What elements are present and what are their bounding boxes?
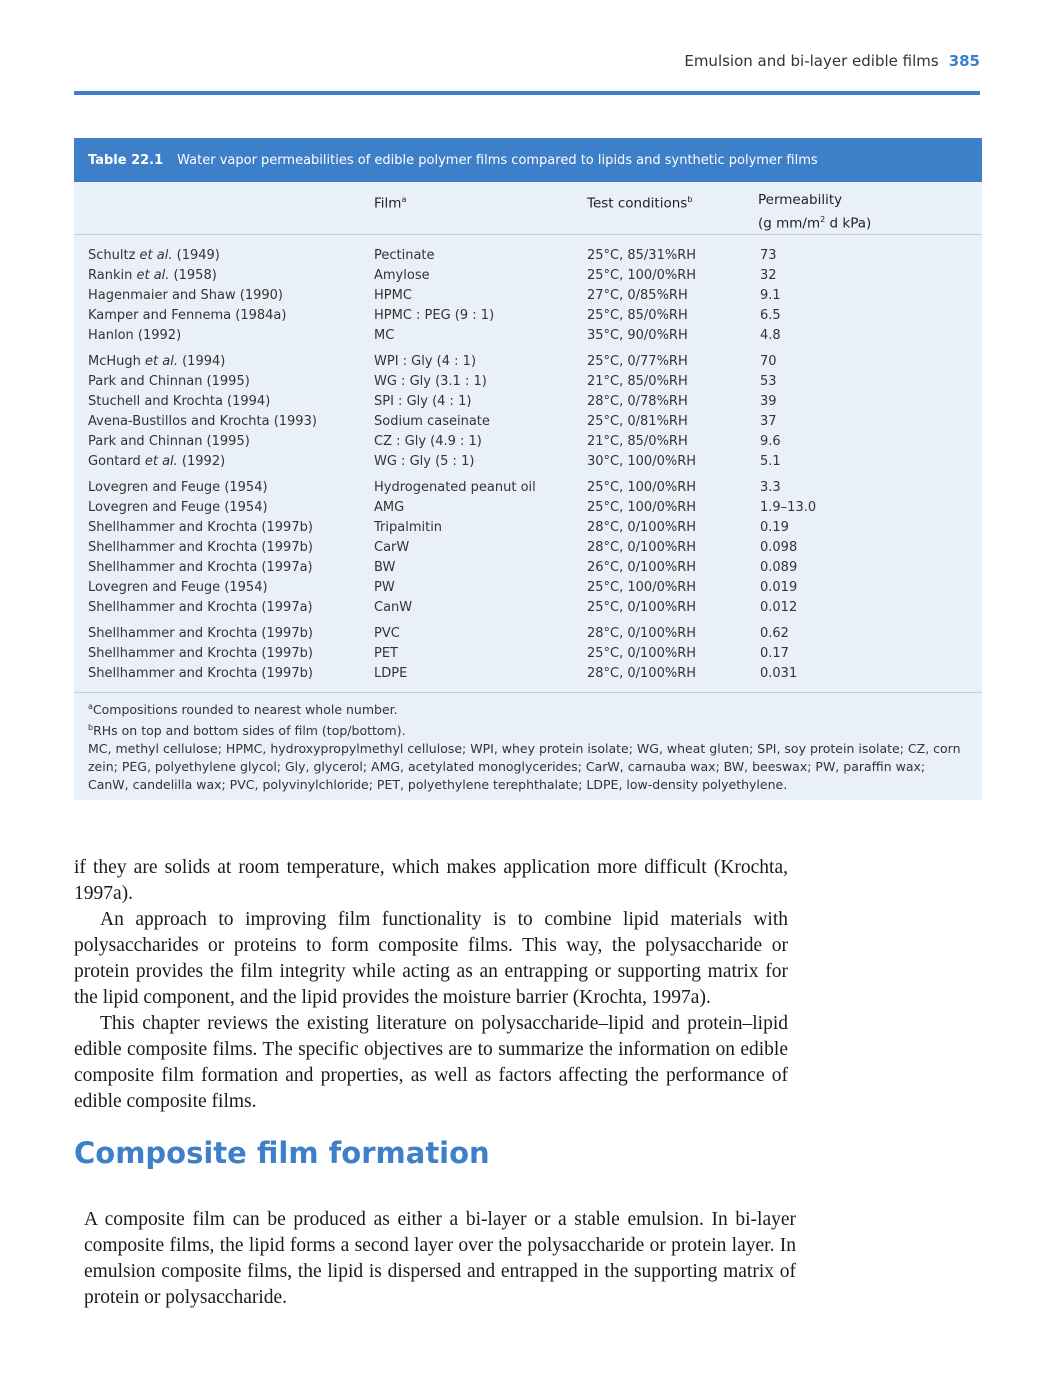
header-divider	[74, 234, 982, 235]
cell-film: SPI : Gly (4 : 1)	[374, 394, 472, 409]
cell-conditions: 28°C, 0/100%RH	[587, 666, 697, 681]
cell-permeability: 73	[760, 248, 777, 263]
cell-conditions: 28°C, 0/78%RH	[587, 394, 688, 409]
footnote-b: $^b$RHs on top and bottom sides of film (top/bottom).	[88, 723, 406, 739]
cell-conditions: 30°C, 100/0%RH	[587, 454, 697, 469]
cell-conditions: 28°C, 0/100%RH	[587, 520, 697, 535]
table-caption	[74, 138, 982, 182]
cell-permeability: 53	[760, 374, 777, 389]
cell-permeability: 3.3	[760, 480, 781, 495]
cell-film: AMG	[374, 500, 405, 515]
table-row	[74, 644, 982, 664]
cell-conditions: 25°C, 0/77%RH	[587, 354, 688, 369]
cell-film: Tripalmitin	[374, 520, 443, 535]
footnote-abbreviations: MC, methyl cellulose; HPMC, hydroxypropylmethyl cellulose; WPI, whey protein isolate; WG, wheat gluten; SPI, soy protein isolate; CZ, corn zein; PEG, polyethylene glycol; Gly, glycerol; AMG, acetylated monoglycerides; CarW, carnauba wax; BW, beeswax; PW, paraffin wax; CanW, candelilla wax; PVC, polyvinylchloride; PET, polyethylene terephthalate; LDPE, low-density polyethylene.	[88, 741, 961, 793]
cell-conditions: 21°C, 85/0%RH	[587, 434, 688, 449]
paragraph: An approach to improving film functionality is to combine lipid materials with polysaccharides or proteins to form composite films. This way, the polysaccharide or protein provides the film integrity while acting as an entrapping or supporting matrix for the lipid component, and the lipid provides the moisture barrier (Krochta, 1997a).	[74, 909, 788, 1008]
cell-source: Kamper and Fennema (1984a)	[88, 308, 287, 323]
cell-conditions: 25°C, 100/0%RH	[587, 580, 697, 595]
cell-source: Shellhammer and Krochta (1997b)	[88, 520, 313, 535]
table-row	[74, 518, 982, 538]
cell-film: PVC	[374, 626, 400, 641]
section-body	[84, 1207, 796, 1311]
running-title: Emulsion and bi-layer edible films	[684, 52, 939, 70]
cell-permeability: 0.62	[760, 626, 789, 641]
cell-film: CanW	[374, 600, 413, 615]
cell-source: Park and Chinnan (1995)	[88, 374, 250, 389]
col-header-test-conditions: Test conditions$^b$	[587, 195, 693, 212]
table-row	[74, 412, 982, 432]
cell-film: Sodium caseinate	[374, 414, 490, 429]
cell-film: PET	[374, 646, 398, 661]
footnote-a: $^a$Compositions rounded to nearest whole number.	[88, 702, 398, 718]
table-row	[74, 286, 982, 306]
cell-permeability: 32	[760, 268, 777, 283]
cell-film: PW	[374, 580, 395, 595]
table-row	[74, 498, 982, 518]
cell-source: Shellhammer and Krochta (1997a)	[88, 560, 313, 575]
cell-permeability: 0.089	[760, 560, 798, 575]
col-header-film: Film$^a$	[374, 195, 407, 212]
cell-film: CarW	[374, 540, 410, 555]
cell-conditions: 25°C, 100/0%RH	[587, 480, 697, 495]
paragraph: This chapter reviews the existing literature on polysaccharide–lipid and protein–lipid edible composite films. The specific objectives are to summarize the information on edible composite film formation and properties, as well as factors affecting the performance of edible composite films.	[74, 1013, 788, 1112]
table-label: Table 22.1	[88, 152, 164, 168]
cell-source: Shellhammer and Krochta (1997a)	[88, 600, 313, 615]
data-table	[74, 138, 982, 800]
cell-source: Stuchell and Krochta (1994)	[88, 394, 271, 409]
cell-permeability: 1.9–13.0	[760, 500, 817, 515]
cell-permeability: 0.012	[760, 600, 798, 615]
table-row	[74, 306, 982, 326]
table-row	[74, 352, 982, 372]
cell-film: HPMC : PEG (9 : 1)	[374, 308, 495, 323]
cell-permeability: 37	[760, 414, 777, 429]
cell-film: BW	[374, 560, 396, 575]
cell-permeability: 70	[760, 354, 777, 369]
cell-permeability: 9.1	[760, 288, 781, 303]
cell-conditions: 25°C, 85/0%RH	[587, 308, 688, 323]
table-row	[74, 326, 982, 346]
table-row	[74, 246, 982, 266]
cell-permeability: 0.031	[760, 666, 798, 681]
cell-permeability: 0.17	[760, 646, 789, 661]
cell-source: Shellhammer and Krochta (1997b)	[88, 666, 313, 681]
paragraph: if they are solids at room temperature, which makes application more difficult (Krochta, 1997a).	[74, 857, 788, 904]
footnote-divider	[74, 692, 982, 693]
cell-source: McHugh et al. (1994)	[88, 354, 226, 369]
cell-source: Shellhammer and Krochta (1997b)	[88, 646, 313, 661]
cell-conditions: 28°C, 0/100%RH	[587, 540, 697, 555]
cell-source: Hanlon (1992)	[88, 328, 182, 343]
paragraph: A composite film can be produced as either a bi-layer or a stable emulsion. In bi-layer composite films, the lipid forms a second layer over the polysaccharide or protein layer. In emulsion composite films, the lipid is dispersed and entrapped in the supporting matrix of protein or polysaccharide.	[84, 1209, 796, 1308]
cell-conditions: 26°C, 0/100%RH	[587, 560, 697, 575]
table-row	[74, 558, 982, 578]
cell-film: Pectinate	[374, 248, 435, 263]
table-row	[74, 478, 982, 498]
cell-film: HPMC	[374, 288, 412, 303]
cell-film: WPI : Gly (4 : 1)	[374, 354, 477, 369]
cell-source: Hagenmaier and Shaw (1990)	[88, 288, 283, 303]
table-row-group	[74, 478, 982, 618]
cell-source: Lovegren and Feuge (1954)	[88, 480, 268, 495]
table-row	[74, 664, 982, 684]
cell-source: Avena-Bustillos and Krochta (1993)	[88, 414, 317, 429]
body-text	[74, 855, 788, 1115]
header-rule	[74, 91, 980, 95]
cell-source: Lovegren and Feuge (1954)	[88, 500, 268, 515]
cell-permeability: 0.098	[760, 540, 798, 555]
cell-permeability: 6.5	[760, 308, 781, 323]
cell-film: Amylose	[374, 268, 430, 283]
table-row-group	[74, 352, 982, 472]
cell-film: Hydrogenated peanut oil	[374, 480, 536, 495]
cell-film: WG : Gly (5 : 1)	[374, 454, 475, 469]
cell-conditions: 25°C, 0/100%RH	[587, 600, 697, 615]
table-caption-text: Water vapor permeabilities of edible polymer films compared to lipids and synthetic polymer films	[177, 152, 818, 168]
cell-conditions: 25°C, 100/0%RH	[587, 500, 697, 515]
table-row	[74, 392, 982, 412]
table-row	[74, 372, 982, 392]
table-footnotes	[88, 698, 968, 794]
cell-conditions: 35°C, 90/0%RH	[587, 328, 688, 343]
cell-source: Shellhammer and Krochta (1997b)	[88, 540, 313, 555]
cell-source: Schultz et al. (1949)	[88, 248, 220, 263]
cell-permeability: 39	[760, 394, 777, 409]
running-header	[684, 52, 980, 70]
cell-permeability: 4.8	[760, 328, 781, 343]
table-row	[74, 452, 982, 472]
table-body	[74, 246, 982, 690]
table-row	[74, 538, 982, 558]
table-row	[74, 578, 982, 598]
cell-film: WG : Gly (3.1 : 1)	[374, 374, 487, 389]
section-heading: Composite film formation	[74, 1136, 490, 1170]
cell-permeability: 5.1	[760, 454, 781, 469]
cell-conditions: 25°C, 85/31%RH	[587, 248, 697, 263]
cell-permeability: 0.19	[760, 520, 789, 535]
table-row	[74, 598, 982, 618]
cell-permeability: 9.6	[760, 434, 781, 449]
table-row-group	[74, 246, 982, 346]
cell-source: Lovegren and Feuge (1954)	[88, 580, 268, 595]
cell-conditions: 27°C, 0/85%RH	[587, 288, 688, 303]
table-row	[74, 266, 982, 286]
cell-conditions: 25°C, 100/0%RH	[587, 268, 697, 283]
cell-conditions: 21°C, 85/0%RH	[587, 374, 688, 389]
cell-conditions: 25°C, 0/100%RH	[587, 646, 697, 661]
cell-conditions: 25°C, 0/81%RH	[587, 414, 688, 429]
cell-source: Shellhammer and Krochta (1997b)	[88, 626, 313, 641]
col-header-permeability: Permeability (g $mm/m^2$ d kPa)	[758, 192, 872, 232]
cell-source: Park and Chinnan (1995)	[88, 434, 250, 449]
table-header	[74, 182, 982, 234]
cell-conditions: 28°C, 0/100%RH	[587, 626, 697, 641]
cell-source: Rankin et al. (1958)	[88, 268, 217, 283]
cell-source: Gontard et al. (1992)	[88, 454, 226, 469]
cell-film: LDPE	[374, 666, 408, 681]
cell-film: CZ : Gly (4.9 : 1)	[374, 434, 482, 449]
cell-permeability: 0.019	[760, 580, 798, 595]
table-row-group	[74, 624, 982, 684]
cell-film: MC	[374, 328, 395, 343]
table-row	[74, 432, 982, 452]
table-row	[74, 624, 982, 644]
page-number: 385	[948, 52, 980, 70]
